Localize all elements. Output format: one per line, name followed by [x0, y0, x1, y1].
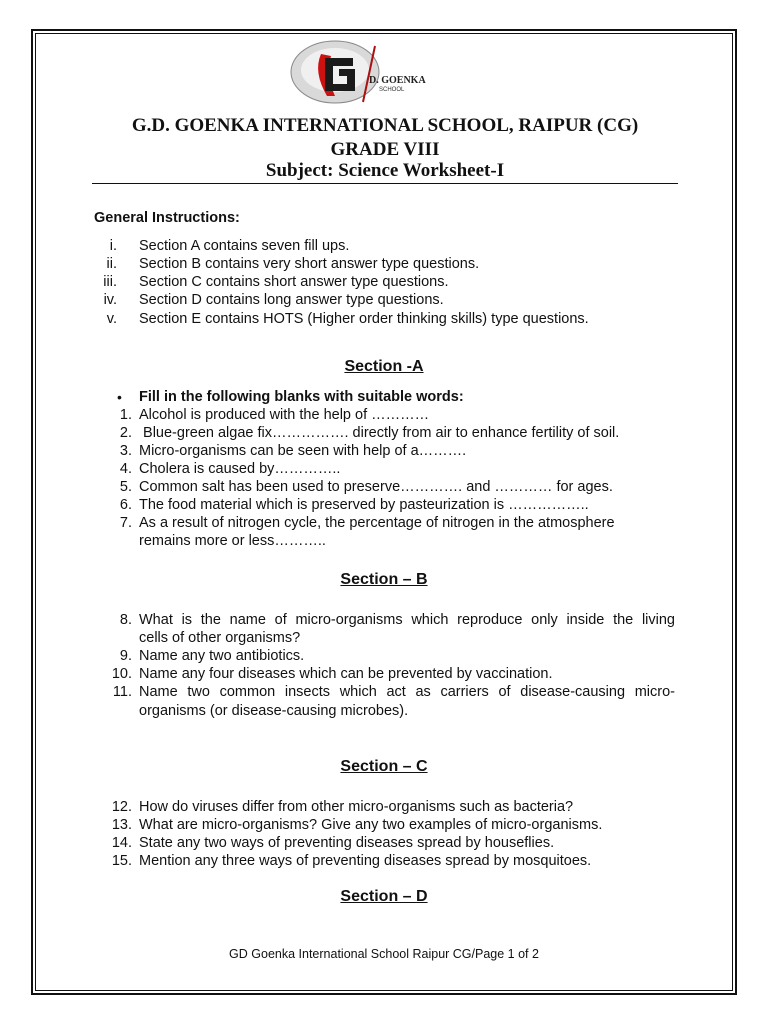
question-text: Cholera is caused by…………..: [139, 461, 341, 477]
question-text: Micro-organisms can be seen with help of a……….: [139, 443, 467, 459]
section-b-title: Section – B: [340, 571, 428, 588]
question-number: 3.: [119, 443, 132, 459]
question-number: 12.: [111, 799, 132, 815]
question-number: 10.: [111, 666, 132, 682]
question-number: 7.: [119, 515, 132, 531]
page-footer: GD Goenka International School Raipur CG/Page 1 of 2: [229, 947, 539, 961]
question-text: Name any two antibiotics.: [139, 648, 305, 664]
question-text: State any two ways of preventing diseases spread by houseflies.: [139, 835, 555, 851]
question-text: As a result of nitrogen cycle, the percentage of nitrogen in the atmosphere: [139, 515, 615, 531]
instruction-text: Section B contains very short answer type questions.: [139, 256, 480, 272]
question-text: Common salt has been used to preserve…………. and ………… for ages.: [139, 479, 613, 495]
question-text: organisms (or disease-causing microbes).: [139, 703, 409, 719]
section-c-title: Section – C: [340, 758, 428, 775]
question-text: Name any four diseases which can be prevented by vaccination.: [139, 666, 553, 682]
question-text: Alcohol is produced with the help of …………: [139, 407, 430, 423]
question-number: 6.: [119, 497, 132, 513]
instruction-text: Section D contains long answer type questions.: [139, 292, 444, 308]
instruction-marker: iii.: [103, 274, 117, 290]
instruction-marker: i.: [109, 238, 117, 254]
question-text: Name two common insects which act as carriers of disease-causing micro-: [139, 684, 675, 700]
grade-title: GRADE VIII: [330, 139, 440, 160]
question-text: What are micro-organisms? Give any two examples of micro-organisms.: [139, 817, 603, 833]
section-d-title: Section – D: [340, 888, 428, 905]
question-text: Blue-green algae fix……………. directly from air to enhance fertility of soil.: [139, 425, 620, 441]
instruction-text: Section A contains seven fill ups.: [139, 238, 350, 254]
question-number: 13.: [111, 817, 132, 833]
subject-title: Subject: Science Worksheet-I: [265, 160, 505, 181]
question-number: 5.: [119, 479, 132, 495]
bullet-icon: •: [117, 389, 122, 405]
instruction-marker: iv.: [103, 292, 117, 308]
section-a-title: Section -A: [344, 358, 424, 375]
school-name: G.D. GOENKA INTERNATIONAL SCHOOL, RAIPUR (CG): [131, 115, 639, 136]
question-text: What is the name of micro-organisms which reproduce only inside the living: [139, 612, 675, 628]
question-number: 4.: [119, 461, 132, 477]
header-divider: [92, 183, 678, 184]
question-number: 8.: [119, 612, 132, 628]
logo-subtext: SCHOOL: [379, 87, 405, 93]
question-number: 14.: [111, 835, 132, 851]
question-text: Mention any three ways of preventing diseases spread by mosquitoes.: [139, 853, 592, 869]
question-text: How do viruses differ from other micro-organisms such as bacteria?: [139, 799, 574, 815]
question-text: remains more or less………..: [139, 533, 326, 549]
instruction-marker: ii.: [106, 256, 117, 272]
school-logo: [283, 36, 443, 110]
question-number: 2.: [119, 425, 132, 441]
logo-text: D. GOENKA: [369, 75, 426, 86]
question-text: cells of other organisms?: [139, 630, 301, 646]
instruction-text: Section C contains short answer type questions.: [139, 274, 449, 290]
instruction-text: Section E contains HOTS (Higher order thinking skills) type questions.: [139, 311, 589, 327]
instruction-marker: v.: [106, 311, 117, 327]
question-number: 1.: [119, 407, 132, 423]
question-number: 11.: [112, 684, 132, 700]
instructions-title: General Instructions:: [94, 210, 240, 226]
section-a-instruction: Fill in the following blanks with suitable words:: [139, 389, 464, 405]
question-number: 15.: [111, 853, 132, 869]
question-number: 9.: [119, 648, 132, 664]
question-text: The food material which is preserved by pasteurization is ……………..: [139, 497, 589, 513]
